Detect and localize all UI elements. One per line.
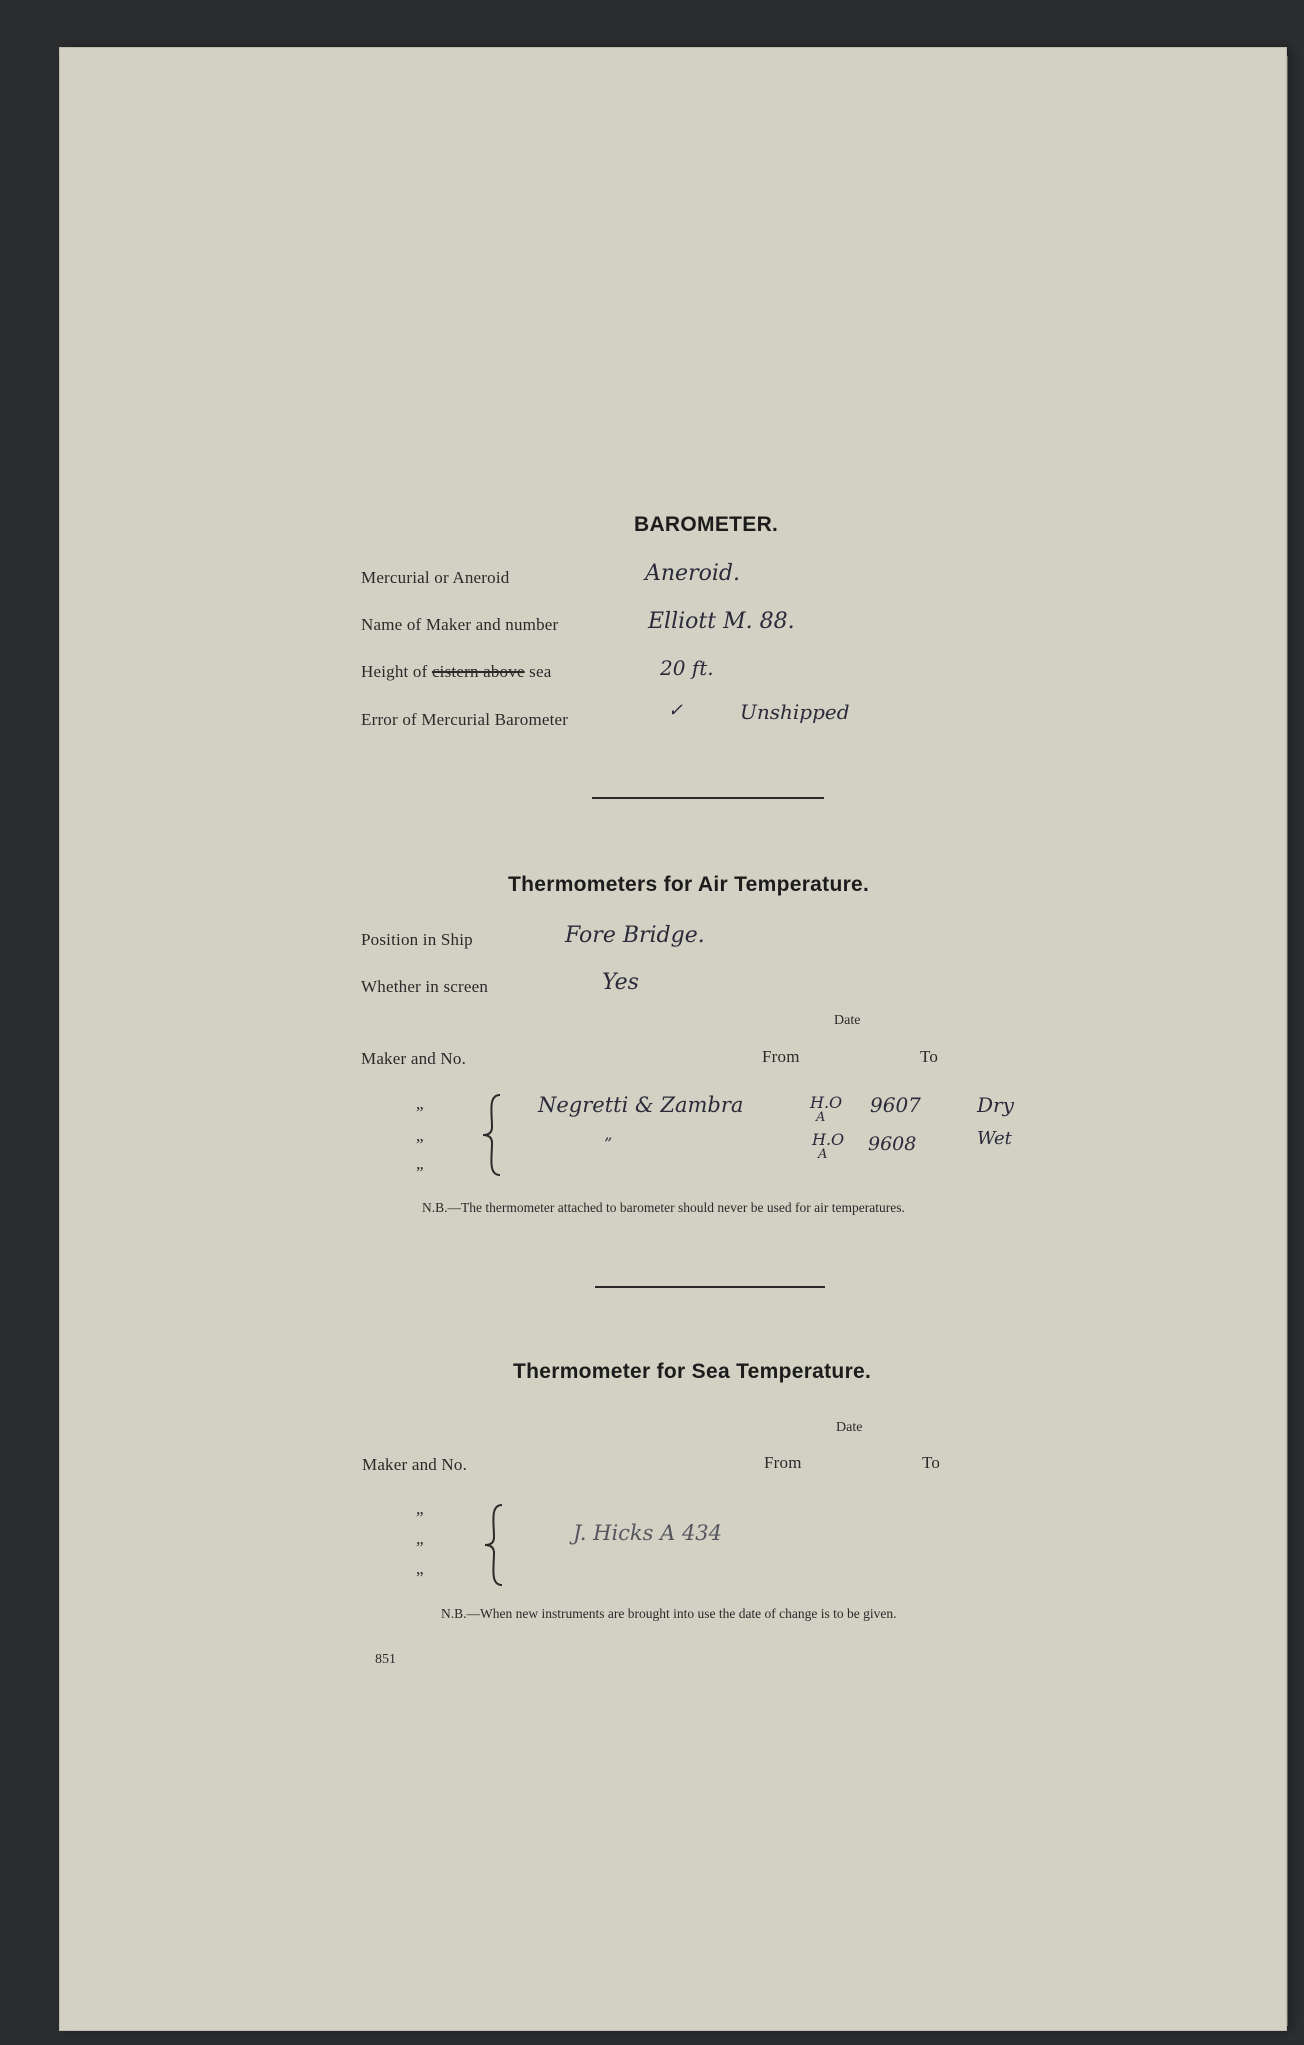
barometer-maker-label: Name of Maker and number [361,615,559,634]
section-divider-1 [592,797,824,799]
air-entry-1-number: 9607 [870,1093,921,1117]
sea-ditto-3: ” [416,1568,424,1587]
sea-brace-icon [482,1503,508,1587]
sea-maker-label: Maker and No. [362,1455,468,1474]
page-number: 851 [375,1652,396,1667]
barometer-maker-value: Elliott M. 88. [648,609,795,634]
position-in-ship-value: Fore Bridge. [565,923,705,948]
air-entry-1-ho: H.O [810,1093,843,1112]
height-label-prefix: Height of [361,662,432,681]
barometer-error-label: Error of Mercurial Barometer [361,710,569,729]
barometer-height-value: 20 ft. [660,656,714,680]
barometer-height-label [361,662,551,682]
sea-ditto-1: ” [416,1508,424,1527]
air-entry-1-type: Dry [977,1093,1014,1117]
sea-from-label: From [764,1453,802,1472]
whether-in-screen-value: Yes [602,970,639,995]
air-entry-2-ho: H.O [812,1130,845,1149]
air-entry-1-maker: Negretti & Zambra [538,1093,744,1117]
air-entry-2-ho-sub: A [818,1147,828,1162]
air-entry-2-type: Wet [977,1128,1012,1149]
air-to-label: To [920,1047,939,1066]
height-label-struck: cistern above [431,662,525,681]
air-ditto-2: ” [416,1135,424,1154]
air-entry-2-number: 9608 [868,1133,917,1155]
sea-to-label: To [922,1453,941,1472]
sea-thermometer-title: Thermometer for Sea Temperature. [513,1360,872,1383]
air-thermometer-note: N.B.—The thermometer attached to barometer should never be used for air temperatures. [422,1200,905,1215]
air-ditto-1: ” [416,1103,424,1122]
air-ditto-3: ” [416,1163,424,1182]
sea-date-header: Date [836,1420,863,1435]
binding-shadow [1288,40,1304,2040]
air-thermometers-title: Thermometers for Air Temperature. [508,873,870,896]
barometer-type-value: Aneroid. [645,561,740,586]
barometer-type-label: Mercurial or Aneroid [361,568,510,587]
sea-thermometer-note: N.B.—When new instruments are brought into use the date of change is to be given. [441,1606,897,1621]
position-in-ship-label: Position in Ship [361,930,473,949]
air-maker-label: Maker and No. [361,1049,467,1068]
sea-ditto-2: ” [416,1538,424,1557]
air-entry-2-maker: ” [604,1134,613,1153]
barometer-error-tick: ✓ [668,700,684,721]
document-page [60,48,1286,2030]
section-divider-2 [595,1286,825,1288]
barometer-title: BAROMETER. [634,513,779,536]
whether-in-screen-label: Whether in screen [361,977,489,996]
air-entry-1-ho-sub: A [816,1110,826,1125]
barometer-error-value: Unshipped [740,700,850,724]
sea-entry: J. Hicks A 434 [573,1521,723,1545]
air-from-label: From [762,1047,800,1066]
air-brace-icon [480,1093,506,1177]
air-date-header: Date [834,1013,861,1028]
height-label-suffix: sea [524,662,552,681]
